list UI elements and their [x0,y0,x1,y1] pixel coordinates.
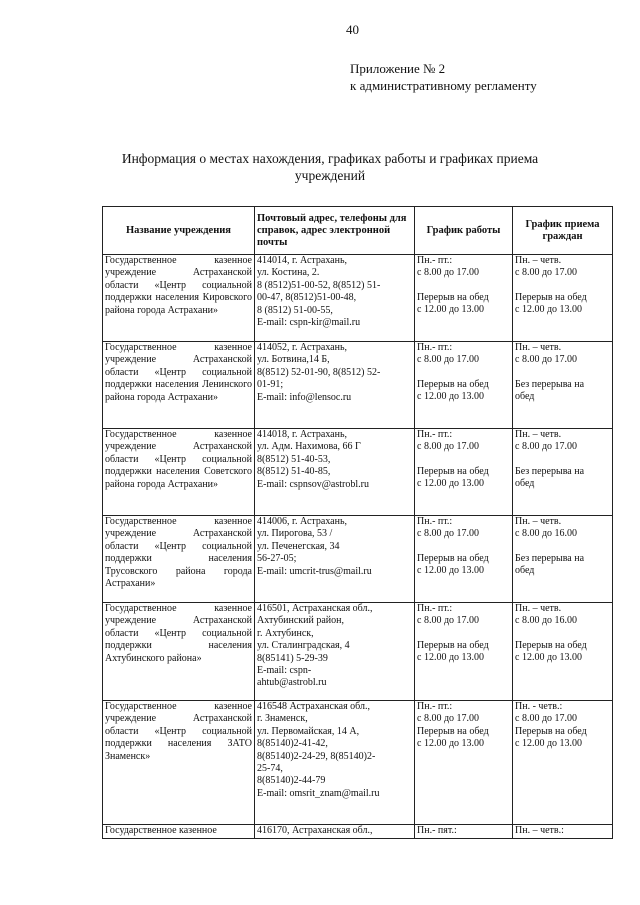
cell-reception [513,603,613,701]
table-row [103,516,613,603]
cell-work [415,603,513,701]
cell-work [415,516,513,603]
schedule-line: Пн.- пт.: [417,516,453,527]
schedule-line: с 8.00 до 17.00 [515,441,578,453]
header-address: Почтовый адрес, телефоны для справок, адрес электронной почты [255,207,415,255]
schedule-line: Пн.- пт.: [417,701,453,712]
table-row [103,825,613,839]
address-line: E-mail: cspnsov@astrobl.ru [257,478,369,490]
cell-address [255,342,415,429]
schedule-line: Пн.- пт.: [417,342,453,353]
schedule-line: обед [515,391,535,403]
cell-address [255,255,415,342]
schedule-line: с 8.00 до 17.00 [417,615,480,627]
schedule-line: с 12.00 до 13.00 [515,652,583,664]
schedule-line: Перерыв на обед [417,639,489,651]
address-line: 8(85141) 5-29-39 [257,652,328,664]
appendix-line-2: к административному регламенту [350,78,537,93]
schedule-line [515,367,610,379]
schedule-line: Пн. – четв. [515,255,562,266]
table-row [103,255,613,342]
address-line: 416170, Астраханская обл., [257,825,373,836]
cell-address [255,825,415,839]
schedule-line: с 8.00 до 17.00 [515,354,578,366]
cell-reception [513,701,613,825]
cell-work [415,255,513,342]
address-line: ул. Ботвина,14 Б, [257,354,330,366]
address-line: ул. Первомайская, 14 А, [257,725,360,737]
cell-reception [513,342,613,429]
address-line: 416501, Астраханская обл., [257,603,373,614]
address-line: 8(85140)2-41-42, [257,738,328,750]
institution-name: Государственное казенное [103,825,255,839]
address-line: E-mail: cspn- [257,665,312,677]
address-line: г. Знаменск, [257,713,308,725]
address-line: 414006, г. Астрахань, [257,516,348,527]
cell-reception [513,825,613,839]
schedule-line: Перерыв на обед [515,639,587,651]
header-reception-schedule: График приема граждан [513,207,613,255]
address-line: 56-27-05; [257,553,297,565]
schedule-line [515,628,610,640]
cell-reception [513,255,613,342]
schedule-line: Без перерыва на [515,552,585,564]
schedule-line: Пн.- пт.: [417,255,453,266]
schedule-line [417,541,510,553]
appendix-line-1: Приложение № 2 [350,61,446,76]
address-line: E-mail: omsrit_znam@mail.ru [257,787,380,799]
institutions-table [102,206,613,839]
schedule-line: с 8.00 до 17.00 [515,713,578,725]
schedule-line: Перерыв на обед [417,725,489,737]
address-line: ул. Печенегская, 34 [257,540,340,552]
address-line: ул. Адм. Нахимова, 66 Г [257,441,361,453]
table-row [103,701,613,825]
cell-work [415,825,513,839]
schedule-line: Перерыв на обед [417,552,489,564]
cell-address [255,516,415,603]
schedule-line: Пн.- пт.: [417,429,453,440]
schedule-line: с 12.00 до 13.00 [515,738,583,750]
schedule-line: Пн. – четв. [515,429,562,440]
document-title [100,150,560,184]
schedule-line: с 8.00 до 17.00 [417,441,480,453]
cell-address [255,429,415,516]
schedule-line [417,280,510,292]
cell-address [255,603,415,701]
schedule-line: Пн. – четв.: [515,825,564,836]
schedule-line: с 12.00 до 13.00 [417,565,485,577]
schedule-line: с 8.00 до 17.00 [417,354,480,366]
schedule-line: с 8.00 до 16.00 [515,528,578,540]
cell-work [415,701,513,825]
cell-reception [513,429,613,516]
address-line: ahtub@astrobl.ru [257,677,327,689]
address-line: 00-47, 8(8512)51-00-48, [257,292,357,304]
address-line: 8 (8512) 51-00-55, [257,304,333,316]
header-name: Название учреждения [103,207,255,255]
schedule-line: с 12.00 до 13.00 [417,652,485,664]
address-line: 8(85140)2-24-29, 8(85140)2- [257,750,376,762]
address-line: Ахтубинский район, [257,615,345,627]
title-line-2: учреждений [294,168,366,183]
address-line: 414014, г. Астрахань, [257,255,348,266]
address-line: ул. Пирогова, 53 / [257,528,333,540]
cell-address [255,701,415,825]
cell-reception [513,516,613,603]
cell-work [415,429,513,516]
schedule-line [417,628,510,640]
schedule-line: Перерыв на обед [417,291,489,303]
schedule-line: Без перерыва на [515,378,585,390]
address-line: 414018, г. Астрахань, [257,429,348,440]
cell-work [415,342,513,429]
address-line: ул. Костина, 2. [257,267,320,279]
table-header-row [103,207,613,255]
address-line: 8(8512) 51-40-53, [257,453,331,465]
institution-name: Государственное казенное учреждение Астраханской области «Центр социальной поддержки населения Трусовского района города Астрахани» [103,516,255,603]
institution-name: Государственное казенное учреждение Астраханской области «Центр социальной поддержки населения Советского района города Астрахани» [103,429,255,516]
schedule-line: обед [515,478,535,490]
address-line: E-mail: info@lensoc.ru [257,391,352,403]
address-line: 01-91; [257,379,284,391]
address-line: 8(8512) 52-01-90, 8(8512) 52- [257,366,381,378]
schedule-line: Пн. – четв. [515,342,562,353]
schedule-line: Пн. – четв. [515,603,562,614]
table-row [103,603,613,701]
institution-name: Государственное казенное учреждение Астраханской области «Центр социальной поддержки населения Кировского района города Астрахани» [103,255,255,342]
address-line: 8(8512) 51-40-85, [257,466,331,478]
page-number: 40 [346,22,359,37]
institution-name: Государственное казенное учреждение Астраханской области «Центр социальной поддержки населения Ленинского района города Астрахани» [103,342,255,429]
institution-name: Государственное казенное учреждение Астраханской области «Центр социальной поддержки населения ЗАТО Знаменск» [103,701,255,825]
table-row [103,342,613,429]
appendix-caption [350,60,537,94]
address-line: 8 (8512)51-00-52, 8(8512) 51- [257,279,381,291]
schedule-line: с 8.00 до 16.00 [515,615,578,627]
schedule-line: с 12.00 до 13.00 [417,304,485,316]
schedule-line: Перерыв на обед [417,378,489,390]
schedule-line: с 8.00 до 17.00 [417,528,480,540]
schedule-line: обед [515,565,535,577]
schedule-line: Перерыв на обед [417,465,489,477]
schedule-line: Пн.- пят.: [417,825,457,836]
schedule-line: с 8.00 до 17.00 [417,267,480,279]
schedule-line [515,454,610,466]
address-line: ул. Сталинградская, 4 [257,640,350,652]
address-line: E-mail: umcrit-trus@mail.ru [257,565,372,577]
schedule-line: Перерыв на обед [515,725,587,737]
schedule-line [515,541,610,553]
schedule-line: Пн.- пт.: [417,603,453,614]
institution-name: Государственное казенное учреждение Астраханской области «Центр социальной поддержки населения Ахтубинского района» [103,603,255,701]
schedule-line: с 8.00 до 17.00 [515,267,578,279]
schedule-line: Пн. – четв. [515,516,562,527]
schedule-line [515,280,610,292]
schedule-line: с 12.00 до 13.00 [417,738,485,750]
address-line: г. Ахтубинск, [257,627,314,639]
header-work-schedule: График работы [415,207,513,255]
schedule-line [417,454,510,466]
schedule-line: с 12.00 до 13.00 [515,304,583,316]
schedule-line: Пн. - четв.: [515,701,563,712]
schedule-line: Перерыв на обед [515,291,587,303]
schedule-line: Без перерыва на [515,465,585,477]
address-line: 414052, г. Астрахань, [257,342,348,353]
address-line: 8(85140)2-44-79 [257,775,326,787]
schedule-line: с 8.00 до 17.00 [417,713,480,725]
address-line: 25-74, [257,763,283,775]
title-line-1: Информация о местах нахождения, графиках работы и графиках приема [121,151,539,166]
address-line: 416548 Астраханская обл., [257,701,371,712]
schedule-line: с 12.00 до 13.00 [417,391,485,403]
table-row [103,429,613,516]
schedule-line: с 12.00 до 13.00 [417,478,485,490]
schedule-line [417,367,510,379]
address-line: E-mail: cspn-kir@mail.ru [257,317,361,329]
